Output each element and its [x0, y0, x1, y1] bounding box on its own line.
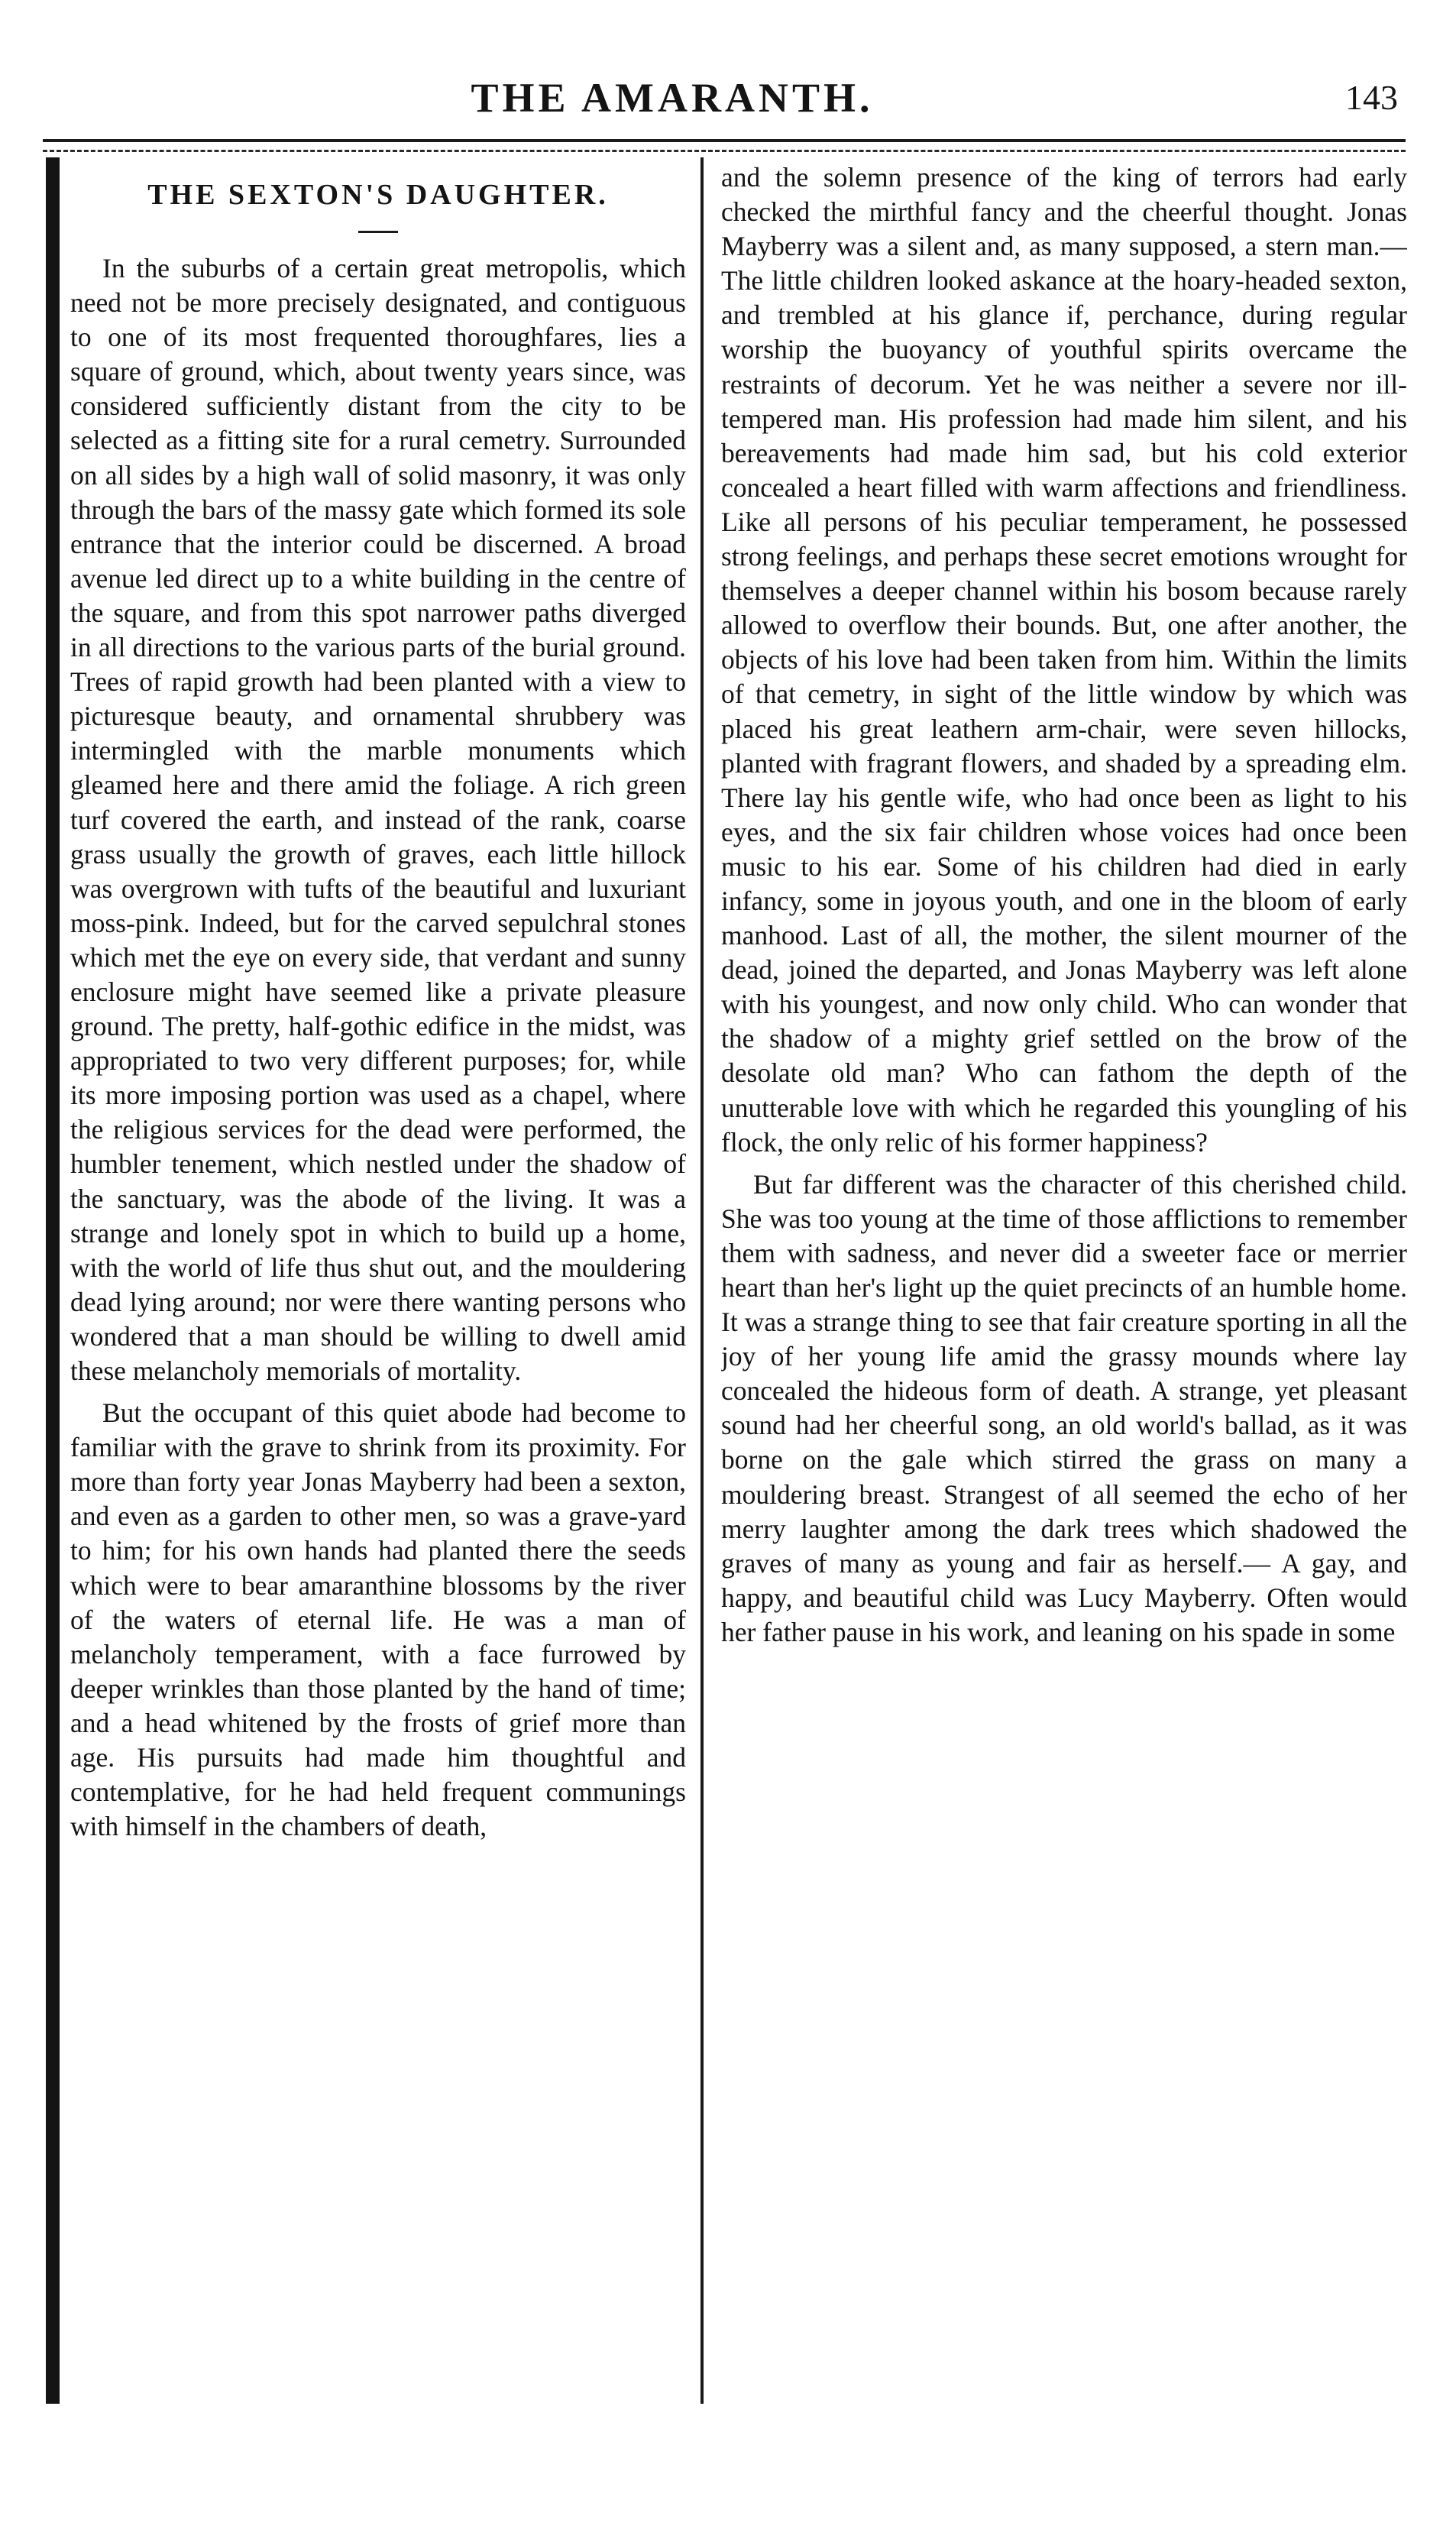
header-dashed-rule [43, 150, 1406, 152]
page-number: 143 [1345, 78, 1398, 117]
paragraph: In the suburbs of a certain great metropolis, which need not be more precisely designated, and contiguous to one of its most frequented thoroughfares, lies a square of ground, which, about twenty years since, was considered sufficiently distant from the city to be selected as a fitting site for a rural cemetry. Surrounded on all sides by a high wall of solid masonry, it was only through the bars of the massy gate which formed its sole entrance that the interior could be discerned. A broad avenue led direct up to a white building in the centre of the square, and from this spot narrower paths diverged in all directions to the various parts of the burial ground. Trees of rapid growth had been planted with a view to picturesque beauty, and ornamental shrubbery was intermingled with the marble monuments which gleamed here and there amid the foliage. A rich green turf covered the earth, and instead of the rank, coarse grass usually the growth of graves, each little hillock was overgrown with tufts of the beautiful and luxuriant moss-pink. Indeed, but for the carved sepulchral stones which met the eye on every side, that verdant and sunny enclosure might have seemed like a private pleasure ground. The pretty, half-gothic edifice in the midst, was appropriated to two very different purposes; for, while its more imposing portion was used as a chapel, where the religious services for the dead were performed, the humbler tenement, which nestled under the shadow of the sanctuary, was the abode of the living. It was a strange and lonely spot in which to build up a home, with the world of life thus shut out, and the mouldering dead lying around; nor were there wanting persons who wondered that a man should be willing to dwell amid these melancholy memorials of mortality. [70, 253, 686, 1386]
left-margin-bar [46, 157, 60, 2404]
right-column [721, 160, 1407, 2506]
running-head [0, 0, 1456, 145]
paragraph: But the occupant of this quiet abode had become to familiar with the grave to shrink from its proximity. For more than forty year Jonas Mayberry had been a sexton, and even as a garden to other men, so was a grave-yard to him; for his own hands had planted there the seeds which were to bear amaranthine blossoms by the river of the waters of eternal life. He was a man of melancholy temperament, with a face furrowed by deeper wrinkles than those planted by the hand of time; and a head whitened by the frosts of grief more than age. His pursuits had made him thoughtful and contemplative, for he had held frequent communings with himself in the chambers of death, [70, 1397, 686, 1842]
journal-title: THE AMARANTH. [471, 75, 874, 121]
paragraph: and the solemn presence of the king of terrors had early checked the mirthful fancy and the cheerful thought. Jonas Mayberry was a silent and, as many supposed, a stern man.— The little children looked askance at the hoary-headed sexton, and trembled at his glance if, perchance, during regular worship the buoyancy of youthful spirits overcame the restraints of decorum. Yet he was neither a severe nor ill-tempered man. His profession had made him silent, and his bereavements had made him sad, but his cold exterior concealed a heart filled with warm affections and friendliness. Like all persons of his peculiar temperament, he possessed strong feelings, and perhaps these secret emotions wrought for themselves a deeper channel within his bosom because rarely allowed to overflow their bounds. But, one after another, the objects of his love had been taken from him. Within the limits of that cemetry, in sight of the little window by which was placed his great leathern arm-chair, were seven hillocks, planted with fragrant flowers, and shaded by a spreading elm. There lay his gentle wife, who had once been as light to his eyes, and the six fair children whose voices had once been music to his ear. Some of his children had died in early infancy, some in joyous youth, and one in the bloom of early manhood. Last of all, the mother, the silent mourner of the dead, joined the departed, and Jonas Mayberry was left alone with his youngest, and now only child. Who can wonder that the shadow of a mighty grief settled on the brow of the desolate old man? Who can fathom the depth of the unutterable love with which he regarded this youngling of his flock, the only relic of his former happiness? [721, 162, 1407, 1158]
left-column [70, 160, 686, 2506]
title-rule [358, 231, 398, 233]
article-title: THE SEXTON'S DAUGHTER. [147, 179, 609, 211]
paragraph: But far different was the character of this cherished child. She was too young at the time of those afflictions to remember them with sadness, and never did a sweeter face or merrier heart than her's light up the quiet precincts of an humble home. It was a strange thing to see that fair creature sporting in all the joy of her young life amid the grassy mounds where lay concealed the hideous form of death. A strange, yet pleasant sound had her cheerful song, an old world's ballad, as it was borne on the gale which stirred the grass on many a mouldering breast. Strangest of all seemed the echo of her merry laughter among the dark trees which shadowed the graves of many as young and fair as herself.— A gay, and happy, and beautiful child was Lucy Mayberry. Often would her father pause in his work, and leaning on his spade in some [721, 1168, 1407, 1647]
column-divider [700, 157, 704, 2404]
header-rule [43, 139, 1406, 142]
